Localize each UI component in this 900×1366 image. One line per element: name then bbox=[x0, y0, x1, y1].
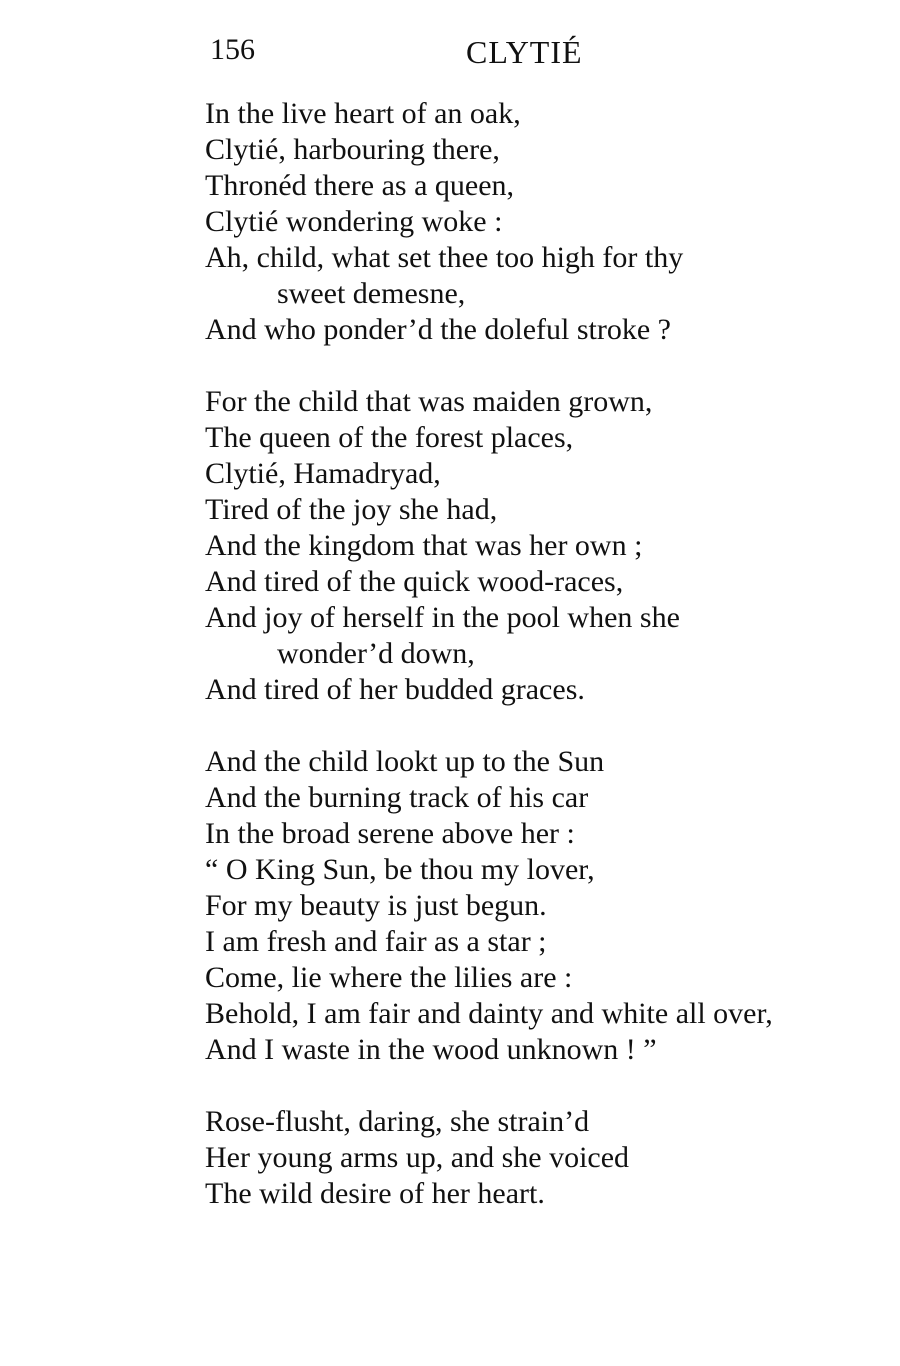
verse-line: The wild desire of her heart. bbox=[205, 1177, 545, 1210]
verse-line: For the child that was maiden grown, bbox=[205, 385, 653, 418]
verse-line: Her young arms up, and she voiced bbox=[205, 1141, 630, 1174]
stanza bbox=[205, 96, 870, 348]
stanza bbox=[205, 744, 870, 1068]
verse-line: Clytié, Hamadryad, bbox=[205, 457, 441, 490]
verse-line: And tired of her budded graces. bbox=[205, 673, 585, 706]
verse-line-continuation: wonder’d down, bbox=[277, 637, 475, 670]
verse-line: And the child lookt up to the Sun bbox=[205, 745, 605, 778]
poem-body bbox=[205, 96, 870, 1212]
verse-line: I am fresh and fair as a star ; bbox=[205, 925, 547, 958]
verse-line: And I waste in the wood unknown ! ” bbox=[205, 1033, 657, 1066]
verse-line: “ O King Sun, be thou my lover, bbox=[205, 853, 595, 886]
page-number: 156 bbox=[210, 33, 255, 66]
verse-line-continuation: sweet demesne, bbox=[277, 277, 466, 310]
verse-line: Ah, child, what set thee too high for thy bbox=[205, 241, 684, 274]
stanza bbox=[205, 384, 870, 708]
verse-line: Tired of the joy she had, bbox=[205, 493, 498, 526]
verse-line: And the kingdom that was her own ; bbox=[205, 529, 643, 562]
verse-line: And the burning track of his car bbox=[205, 781, 589, 814]
verse-line: Clytié wondering woke : bbox=[205, 205, 503, 238]
verse-line: In the live heart of an oak, bbox=[205, 97, 521, 130]
verse-line: And tired of the quick wood-races, bbox=[205, 565, 624, 598]
running-title: CLYTIÉ bbox=[466, 34, 583, 70]
verse-line: Rose-flusht, daring, she strain’d bbox=[205, 1105, 590, 1138]
verse-line: Clytié, harbouring there, bbox=[205, 133, 500, 166]
verse-line: The queen of the forest places, bbox=[205, 421, 574, 454]
verse-line: For my beauty is just begun. bbox=[205, 889, 547, 922]
verse-line: And joy of herself in the pool when she bbox=[205, 601, 680, 634]
verse-line: And who ponder’d the doleful stroke ? bbox=[205, 313, 671, 346]
verse-line: Come, lie where the lilies are : bbox=[205, 961, 573, 994]
verse-line: Behold, I am fair and dainty and white all over, bbox=[205, 997, 773, 1030]
stanza bbox=[205, 1104, 870, 1212]
verse-line: In the broad serene above her : bbox=[205, 817, 575, 850]
verse-line: Thronéd there as a queen, bbox=[205, 169, 515, 202]
